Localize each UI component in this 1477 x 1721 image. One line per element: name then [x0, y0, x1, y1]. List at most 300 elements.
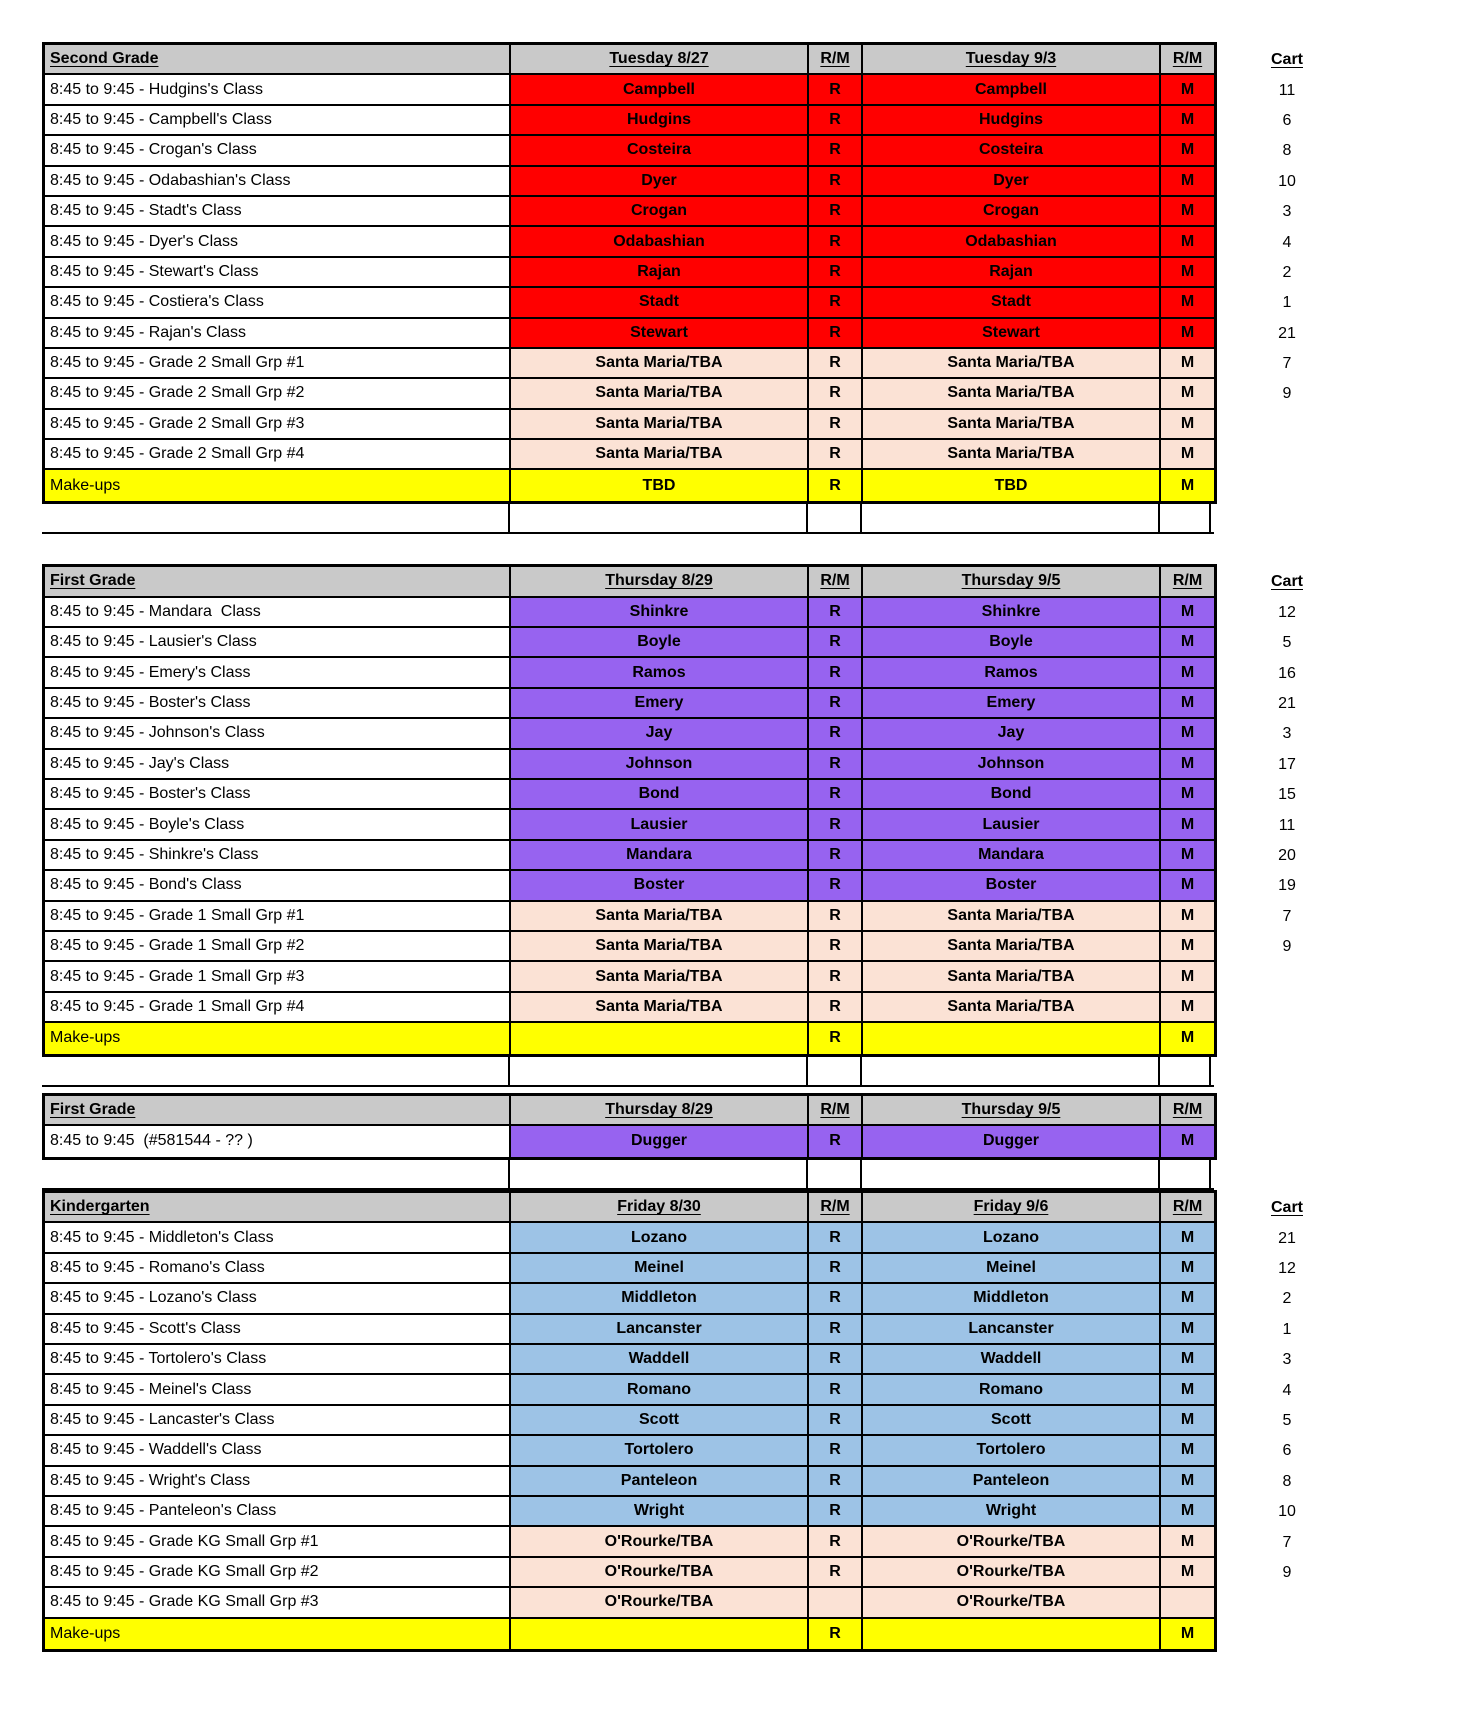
- teacher-cell: Lancanster: [863, 1315, 1161, 1343]
- class-label-cell: 8:45 to 9:45 - Grade KG Small Grp #1: [45, 1527, 511, 1555]
- rm-cell: M: [1161, 349, 1214, 377]
- teacher-cell: Stadt: [863, 288, 1161, 316]
- rm-cell: R: [809, 1023, 863, 1053]
- rm-cell: R: [809, 1315, 863, 1343]
- rm-cell: R: [809, 1254, 863, 1282]
- rm-cell: R: [809, 470, 863, 500]
- rm-cell: M: [1161, 258, 1214, 286]
- gridline: [860, 1057, 862, 1085]
- teacher-cell: Dyer: [511, 167, 809, 195]
- table-row: [45, 75, 1214, 105]
- table-row: [45, 810, 1214, 840]
- class-label-cell: 8:45 to 9:45 - Grade 2 Small Grp #1: [45, 349, 511, 377]
- rm-cell: R: [809, 1375, 863, 1403]
- section-header-row: [45, 1193, 1214, 1223]
- rm-header: R/M: [809, 1096, 863, 1124]
- teacher-cell: Crogan: [511, 197, 809, 225]
- section-table: [42, 42, 1217, 504]
- cart-column: [1251, 564, 1323, 1053]
- class-label-cell: Make-ups: [45, 1023, 511, 1053]
- rm-cell: R: [809, 288, 863, 316]
- rm-cell: M: [1161, 167, 1214, 195]
- section-header-row: [45, 1096, 1214, 1126]
- class-label-cell: 8:45 to 9:45 - Odabashian's Class: [45, 167, 511, 195]
- class-label-cell: Make-ups: [45, 470, 511, 500]
- teacher-cell: Boster: [511, 871, 809, 899]
- cart-value: 12: [1278, 603, 1296, 621]
- teacher-cell: Rajan: [863, 258, 1161, 286]
- rm-header: R/M: [809, 567, 863, 595]
- class-label-cell: 8:45 to 9:45 - Bond's Class: [45, 871, 511, 899]
- rm-cell: M: [1161, 75, 1214, 103]
- teacher-cell: O'Rourke/TBA: [863, 1588, 1161, 1616]
- table-row: [45, 841, 1214, 871]
- teacher-cell: Crogan: [863, 197, 1161, 225]
- rm-cell: R: [809, 1126, 863, 1156]
- cart-value: 9: [1282, 385, 1292, 403]
- teacher-cell: Wright: [511, 1497, 809, 1525]
- gridline: [508, 1160, 510, 1188]
- table-row: [45, 136, 1214, 166]
- rm-cell: M: [1161, 598, 1214, 626]
- teacher-cell: Santa Maria/TBA: [511, 379, 809, 407]
- teacher-cell: Romano: [511, 1375, 809, 1403]
- gridline: [806, 504, 808, 532]
- class-label-cell: 8:45 to 9:45 - Grade KG Small Grp #3: [45, 1588, 511, 1616]
- teacher-cell: TBD: [511, 470, 809, 500]
- teacher-cell: Santa Maria/TBA: [511, 410, 809, 438]
- teacher-cell: Ramos: [511, 658, 809, 686]
- rm-cell: R: [809, 1436, 863, 1464]
- section-table: [42, 1093, 1217, 1160]
- teacher-cell: Jay: [863, 719, 1161, 747]
- teacher-cell: Waddell: [863, 1345, 1161, 1373]
- cart-header: Cart: [1270, 573, 1303, 591]
- rm-cell: R: [809, 349, 863, 377]
- rm-cell: M: [1161, 932, 1214, 960]
- rm-cell: R: [809, 106, 863, 134]
- cart-value: [1251, 440, 1323, 470]
- cart-value: 1: [1282, 1320, 1292, 1338]
- table-row: [45, 349, 1214, 379]
- rm-cell: R: [809, 1497, 863, 1525]
- rm-cell: R: [809, 658, 863, 686]
- date-header: Friday 9/6: [863, 1193, 1161, 1221]
- teacher-cell: Emery: [863, 689, 1161, 717]
- cart-value: 3: [1282, 725, 1292, 743]
- cart-value: 7: [1282, 355, 1292, 373]
- rm-cell: M: [1161, 1345, 1214, 1373]
- cart-value: 11: [1278, 81, 1296, 99]
- class-label-cell: 8:45 to 9:45 - Grade 2 Small Grp #3: [45, 410, 511, 438]
- teacher-cell: Romano: [863, 1375, 1161, 1403]
- rm-cell: R: [809, 841, 863, 869]
- rm-cell: M: [1161, 962, 1214, 990]
- teacher-cell: [863, 1619, 1161, 1649]
- gridline: [1158, 1057, 1160, 1085]
- teacher-cell: Middleton: [863, 1284, 1161, 1312]
- rm-cell: R: [809, 932, 863, 960]
- table-row: [45, 1375, 1214, 1405]
- rm-cell: R: [809, 628, 863, 656]
- rm-cell: [1161, 1588, 1214, 1616]
- rm-cell: M: [1161, 470, 1214, 500]
- teacher-cell: Odabashian: [511, 227, 809, 255]
- sections-root: [42, 42, 1477, 1652]
- rm-cell: R: [809, 689, 863, 717]
- teacher-cell: Costeira: [511, 136, 809, 164]
- teacher-cell: O'Rourke/TBA: [511, 1588, 809, 1616]
- table-row: [45, 1254, 1214, 1284]
- rm-cell: R: [809, 258, 863, 286]
- rm-cell: M: [1161, 1315, 1214, 1343]
- gridline: [1209, 1057, 1211, 1085]
- rm-cell: R: [809, 902, 863, 930]
- teacher-cell: Santa Maria/TBA: [863, 410, 1161, 438]
- class-label-cell: 8:45 to 9:45 - Meinel's Class: [45, 1375, 511, 1403]
- class-label-cell: 8:45 to 9:45 - Mandara Class: [45, 598, 511, 626]
- rm-header: R/M: [809, 45, 863, 73]
- rm-cell: M: [1161, 288, 1214, 316]
- cart-value: 6: [1282, 111, 1292, 129]
- class-label-cell: 8:45 to 9:45 - Scott's Class: [45, 1315, 511, 1343]
- class-label-cell: 8:45 to 9:45 - Waddell's Class: [45, 1436, 511, 1464]
- table-row: [45, 1023, 1214, 1053]
- table-row: [45, 470, 1214, 500]
- teacher-cell: Waddell: [511, 1345, 809, 1373]
- rm-cell: M: [1161, 750, 1214, 778]
- teacher-cell: Santa Maria/TBA: [511, 440, 809, 468]
- table-row: [45, 1558, 1214, 1588]
- teacher-cell: Mandara: [863, 841, 1161, 869]
- rm-cell: R: [809, 780, 863, 808]
- rm-cell: R: [809, 75, 863, 103]
- rm-cell: M: [1161, 1527, 1214, 1555]
- table-row: [45, 1497, 1214, 1527]
- rm-cell: R: [809, 1284, 863, 1312]
- cart-header: Cart: [1270, 1199, 1303, 1217]
- table-row: [45, 258, 1214, 288]
- date-header: Thursday 8/29: [511, 567, 809, 595]
- gap-white: [42, 534, 1214, 564]
- cart-value: [1251, 962, 1323, 992]
- rm-cell: R: [809, 167, 863, 195]
- class-label-cell: 8:45 to 9:45 - Tortolero's Class: [45, 1345, 511, 1373]
- teacher-cell: Santa Maria/TBA: [863, 349, 1161, 377]
- rm-cell: M: [1161, 1023, 1214, 1053]
- teacher-cell: Santa Maria/TBA: [511, 902, 809, 930]
- teacher-cell: [863, 1023, 1161, 1053]
- rm-cell: R: [809, 1558, 863, 1586]
- teacher-cell: Meinel: [511, 1254, 809, 1282]
- rm-cell: M: [1161, 319, 1214, 347]
- teacher-cell: Hudgins: [511, 106, 809, 134]
- cart-value: 5: [1282, 1411, 1292, 1429]
- rm-cell: R: [809, 810, 863, 838]
- teacher-cell: Campbell: [511, 75, 809, 103]
- teacher-cell: [511, 1619, 809, 1649]
- rm-cell: M: [1161, 1406, 1214, 1434]
- table-row: [45, 227, 1214, 257]
- rm-cell: M: [1161, 440, 1214, 468]
- class-label-cell: 8:45 to 9:45 - Jay's Class: [45, 750, 511, 778]
- cart-value: 8: [1282, 1472, 1292, 1490]
- gridline: [860, 1160, 862, 1188]
- rm-cell: M: [1161, 841, 1214, 869]
- rm-cell: M: [1161, 1497, 1214, 1525]
- cart-value: 17: [1278, 755, 1296, 773]
- class-label-cell: 8:45 to 9:45 - Grade 1 Small Grp #3: [45, 962, 511, 990]
- teacher-cell: Lozano: [511, 1223, 809, 1251]
- table-row: [45, 1284, 1214, 1314]
- teacher-cell: Boyle: [863, 628, 1161, 656]
- teacher-cell: Bond: [511, 780, 809, 808]
- table-row: [45, 167, 1214, 197]
- cart-value: [1251, 410, 1323, 440]
- cart-value: 12: [1278, 1260, 1296, 1278]
- date-header: Thursday 9/5: [863, 567, 1161, 595]
- rm-cell: M: [1161, 1619, 1214, 1649]
- table-row: [45, 379, 1214, 409]
- class-label-cell: 8:45 to 9:45 - Grade 1 Small Grp #2: [45, 932, 511, 960]
- class-label-cell: 8:45 to 9:45 - Stewart's Class: [45, 258, 511, 286]
- teacher-cell: Santa Maria/TBA: [863, 379, 1161, 407]
- teacher-cell: O'Rourke/TBA: [863, 1527, 1161, 1555]
- rm-cell: R: [809, 750, 863, 778]
- teacher-cell: Campbell: [863, 75, 1161, 103]
- cart-value: 10: [1278, 1503, 1296, 1521]
- teacher-cell: Emery: [511, 689, 809, 717]
- cart-value: 2: [1282, 263, 1292, 281]
- rm-header: R/M: [1172, 572, 1203, 590]
- teacher-cell: O'Rourke/TBA: [863, 1558, 1161, 1586]
- rm-cell: M: [1161, 379, 1214, 407]
- cart-value: 6: [1282, 1442, 1292, 1460]
- rm-cell: M: [1161, 227, 1214, 255]
- class-label-cell: 8:45 to 9:45 - Wright's Class: [45, 1467, 511, 1495]
- rm-cell: M: [1161, 136, 1214, 164]
- rm-cell: [809, 1588, 863, 1616]
- rm-cell: M: [1161, 780, 1214, 808]
- table-row: [45, 197, 1214, 227]
- teacher-cell: Shinkre: [511, 598, 809, 626]
- cart-value: 7: [1282, 907, 1292, 925]
- class-label-cell: 8:45 to 9:45 - Emery's Class: [45, 658, 511, 686]
- cart-value: 1: [1282, 294, 1292, 312]
- cart-value: 20: [1278, 846, 1296, 864]
- cart-value: 21: [1278, 324, 1296, 342]
- table-row: [45, 1315, 1214, 1345]
- cart-value: 4: [1282, 233, 1292, 251]
- teacher-cell: Santa Maria/TBA: [863, 440, 1161, 468]
- class-label-cell: 8:45 to 9:45 - Hudgins's Class: [45, 75, 511, 103]
- date-header: Tuesday 9/3: [863, 45, 1161, 73]
- class-label-cell: 8:45 to 9:45 - Grade 2 Small Grp #4: [45, 440, 511, 468]
- cart-column: [1251, 42, 1323, 501]
- class-label-cell: 8:45 to 9:45 - Stadt's Class: [45, 197, 511, 225]
- class-label-cell: 8:45 to 9:45 - Panteleon's Class: [45, 1497, 511, 1525]
- table-row: [45, 106, 1214, 136]
- teacher-cell: Jay: [511, 719, 809, 747]
- class-label-cell: Make-ups: [45, 1619, 511, 1649]
- rm-cell: R: [809, 440, 863, 468]
- table-row: [45, 1345, 1214, 1375]
- section-title: Kindergarten: [45, 1193, 511, 1221]
- cart-value: 9: [1282, 1563, 1292, 1581]
- teacher-cell: Santa Maria/TBA: [863, 993, 1161, 1021]
- table-row: [45, 1126, 1214, 1156]
- table-row: [45, 288, 1214, 318]
- schedule-section: [42, 1093, 1477, 1160]
- cart-value: 9: [1282, 938, 1292, 956]
- rm-cell: R: [809, 136, 863, 164]
- gridline: [1209, 1160, 1211, 1188]
- table-row: [45, 1223, 1214, 1253]
- class-label-cell: 8:45 to 9:45 - Lancaster's Class: [45, 1406, 511, 1434]
- rm-cell: M: [1161, 902, 1214, 930]
- teacher-cell: Mandara: [511, 841, 809, 869]
- gridline: [806, 1160, 808, 1188]
- cart-value: 5: [1282, 634, 1292, 652]
- teacher-cell: Tortolero: [511, 1436, 809, 1464]
- gridline: [1158, 1160, 1160, 1188]
- cart-value: 3: [1282, 203, 1292, 221]
- class-label-cell: 8:45 to 9:45 - Boyle's Class: [45, 810, 511, 838]
- section-title: First Grade: [45, 567, 511, 595]
- cart-value: [1251, 1619, 1323, 1649]
- teacher-cell: Costeira: [863, 136, 1161, 164]
- table-row: [45, 962, 1214, 992]
- rm-cell: R: [809, 319, 863, 347]
- rm-cell: R: [809, 1223, 863, 1251]
- rm-header: R/M: [1172, 1101, 1203, 1119]
- cart-value: 3: [1282, 1351, 1292, 1369]
- rm-cell: R: [809, 1345, 863, 1373]
- rm-cell: M: [1161, 871, 1214, 899]
- teacher-cell: Johnson: [863, 750, 1161, 778]
- teacher-cell: Lausier: [863, 810, 1161, 838]
- teacher-cell: Stadt: [511, 288, 809, 316]
- gap-row: [42, 1160, 1214, 1190]
- table-row: [45, 902, 1214, 932]
- section-header-row: [45, 567, 1214, 597]
- table-row: [45, 1436, 1214, 1466]
- teacher-cell: Lausier: [511, 810, 809, 838]
- class-label-cell: 8:45 to 9:45 - Grade 1 Small Grp #1: [45, 902, 511, 930]
- rm-header: R/M: [1172, 1198, 1203, 1216]
- cart-value: 2: [1282, 1290, 1292, 1308]
- cart-value: 8: [1282, 142, 1292, 160]
- teacher-cell: Middleton: [511, 1284, 809, 1312]
- cart-value: 19: [1278, 877, 1296, 895]
- table-row: [45, 1467, 1214, 1497]
- gridline: [1158, 504, 1160, 532]
- table-row: [45, 1588, 1214, 1618]
- section-title: First Grade: [45, 1096, 511, 1124]
- rm-cell: R: [809, 410, 863, 438]
- rm-cell: M: [1161, 106, 1214, 134]
- teacher-cell: Boster: [863, 871, 1161, 899]
- teacher-cell: Dugger: [511, 1126, 809, 1156]
- teacher-cell: Dyer: [863, 167, 1161, 195]
- class-label-cell: 8:45 to 9:45 - Costiera's Class: [45, 288, 511, 316]
- rm-cell: M: [1161, 689, 1214, 717]
- teacher-cell: Santa Maria/TBA: [863, 932, 1161, 960]
- class-label-cell: 8:45 to 9:45 - Romano's Class: [45, 1254, 511, 1282]
- gridline: [508, 1057, 510, 1085]
- class-label-cell: 8:45 to 9:45 - Lozano's Class: [45, 1284, 511, 1312]
- cart-value: 10: [1278, 172, 1296, 190]
- rm-cell: R: [809, 871, 863, 899]
- rm-cell: M: [1161, 1126, 1214, 1156]
- class-label-cell: 8:45 to 9:45 - Crogan's Class: [45, 136, 511, 164]
- class-label-cell: 8:45 to 9:45 - Lausier's Class: [45, 628, 511, 656]
- class-label-cell: 8:45 to 9:45 - Shinkre's Class: [45, 841, 511, 869]
- date-header: Thursday 8/29: [511, 1096, 809, 1124]
- rm-cell: R: [809, 993, 863, 1021]
- rm-cell: M: [1161, 628, 1214, 656]
- cart-value: [1251, 993, 1323, 1023]
- rm-cell: M: [1161, 1436, 1214, 1464]
- section-table: [42, 564, 1217, 1056]
- rm-cell: M: [1161, 993, 1214, 1021]
- rm-cell: R: [809, 598, 863, 626]
- date-header: Friday 8/30: [511, 1193, 809, 1221]
- rm-cell: R: [809, 1467, 863, 1495]
- rm-cell: M: [1161, 1558, 1214, 1586]
- section-table: [42, 1190, 1217, 1652]
- rm-cell: R: [809, 227, 863, 255]
- schedule-section: [42, 1190, 1477, 1652]
- rm-cell: R: [809, 197, 863, 225]
- teacher-cell: Stewart: [863, 319, 1161, 347]
- table-row: [45, 871, 1214, 901]
- rm-cell: M: [1161, 197, 1214, 225]
- teacher-cell: Scott: [511, 1406, 809, 1434]
- rm-cell: R: [809, 719, 863, 747]
- class-label-cell: 8:45 to 9:45 - Rajan's Class: [45, 319, 511, 347]
- cart-value: [1251, 470, 1323, 500]
- teacher-cell: [511, 1023, 809, 1053]
- cart-value: 4: [1282, 1381, 1292, 1399]
- teacher-cell: O'Rourke/TBA: [511, 1527, 809, 1555]
- gap-row: [42, 1057, 1214, 1087]
- cart-column: [1251, 1190, 1323, 1649]
- teacher-cell: Scott: [863, 1406, 1161, 1434]
- teacher-cell: Boyle: [511, 628, 809, 656]
- teacher-cell: Bond: [863, 780, 1161, 808]
- teacher-cell: Johnson: [511, 750, 809, 778]
- class-label-cell: 8:45 to 9:45 - Boster's Class: [45, 780, 511, 808]
- teacher-cell: Panteleon: [511, 1467, 809, 1495]
- gridline: [1209, 504, 1211, 532]
- teacher-cell: Shinkre: [863, 598, 1161, 626]
- rm-cell: M: [1161, 1467, 1214, 1495]
- rm-header: R/M: [1172, 50, 1203, 68]
- rm-cell: R: [809, 1527, 863, 1555]
- rm-cell: M: [1161, 810, 1214, 838]
- gridline: [860, 504, 862, 532]
- cart-value: [1251, 1588, 1323, 1618]
- cart-value: 11: [1278, 816, 1296, 834]
- teacher-cell: Santa Maria/TBA: [511, 932, 809, 960]
- schedule-section: [42, 564, 1477, 1056]
- table-row: [45, 750, 1214, 780]
- teacher-cell: Santa Maria/TBA: [511, 993, 809, 1021]
- teacher-cell: Dugger: [863, 1126, 1161, 1156]
- date-header: Thursday 9/5: [863, 1096, 1161, 1124]
- gridline: [508, 504, 510, 532]
